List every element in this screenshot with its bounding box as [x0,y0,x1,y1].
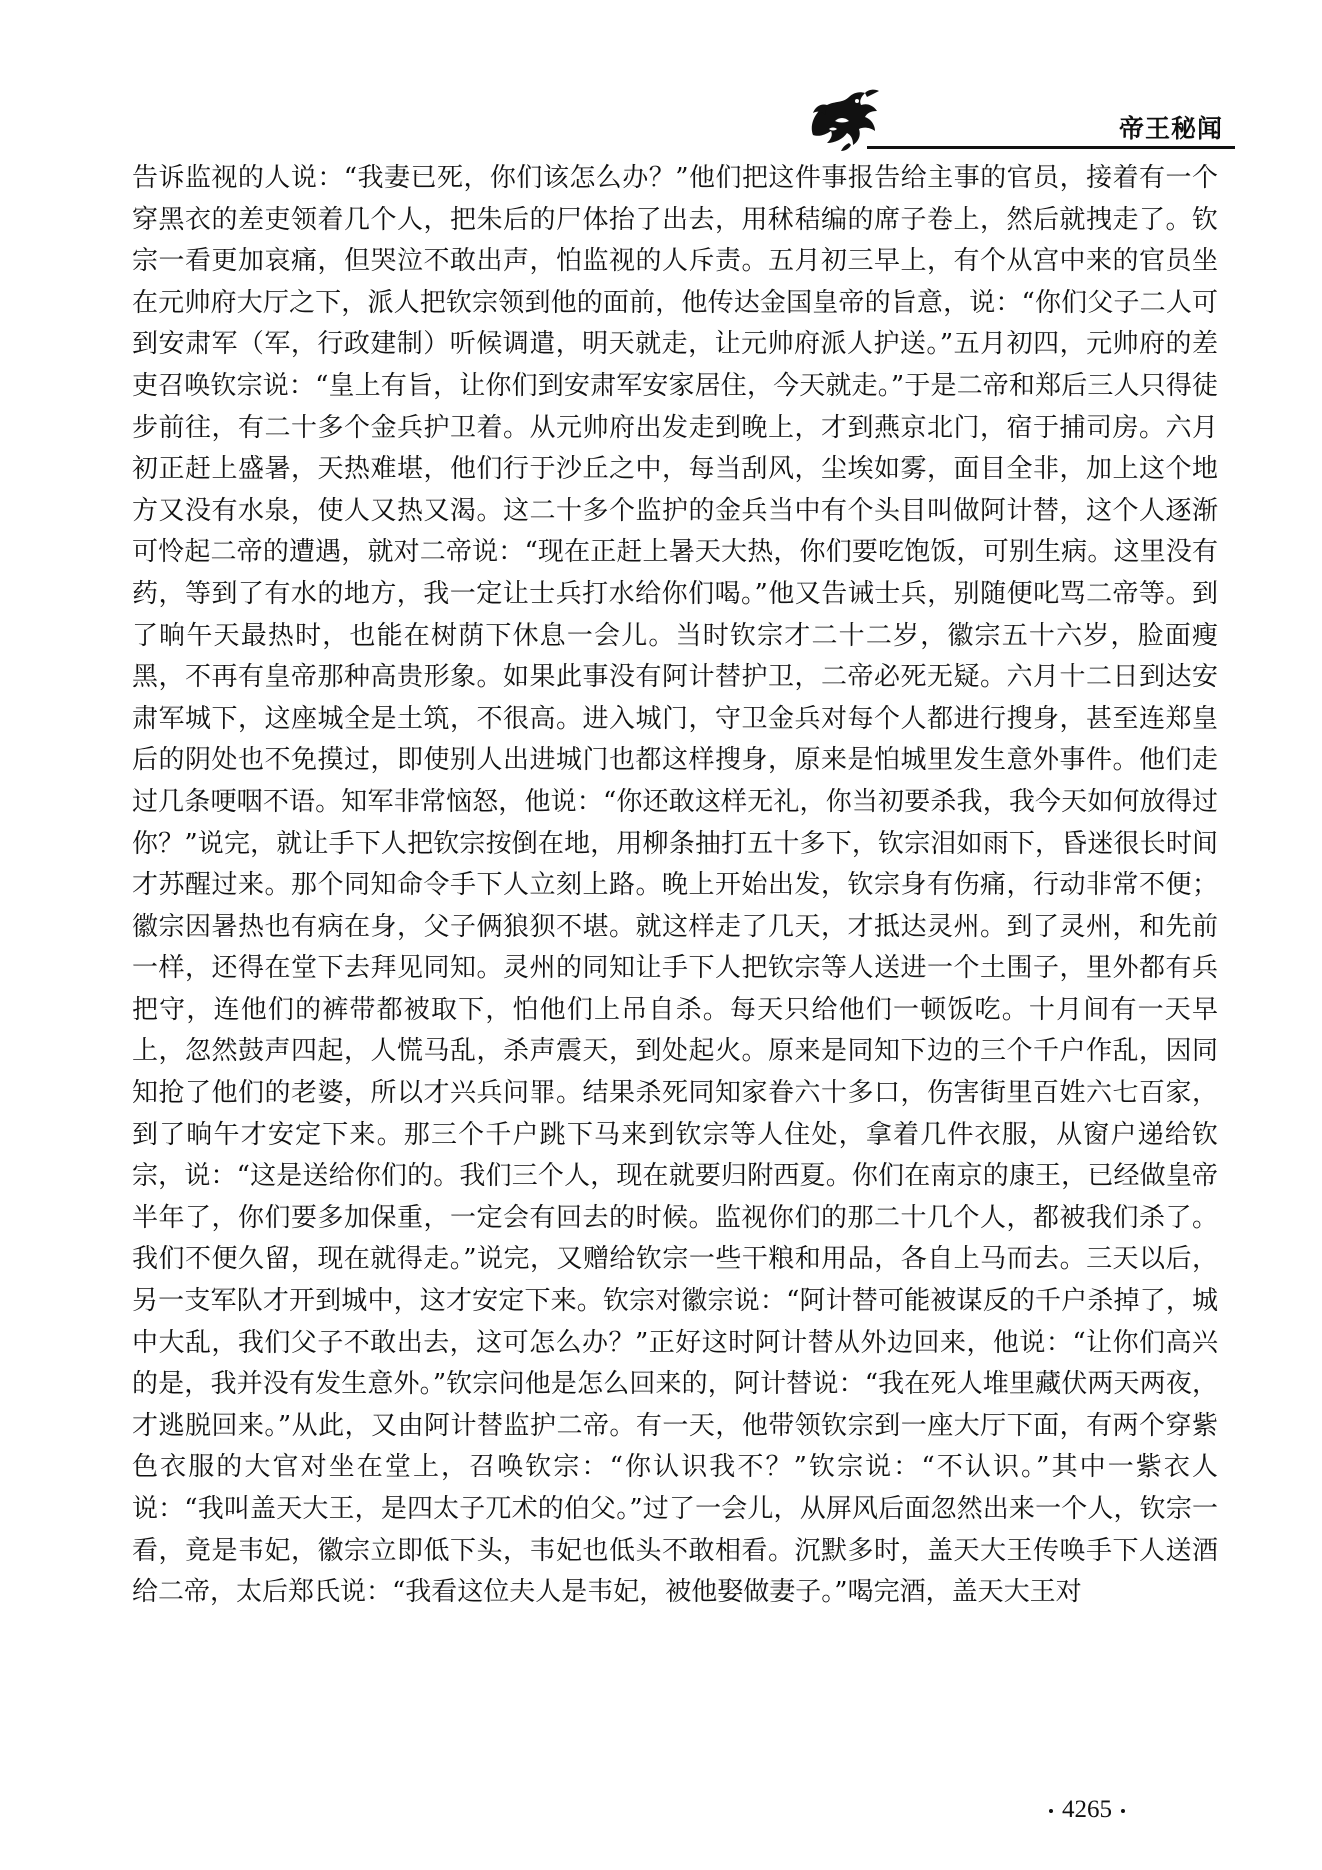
footer-dot-right [1121,1809,1125,1813]
header-rule [867,146,1235,149]
running-header [805,85,1235,155]
page-number: 4265 [1062,1796,1112,1823]
footer-dot-left [1049,1809,1053,1813]
body-paragraph: 告诉监视的人说：“我妻已死，你们该怎么办？”他们把这件事报告给主事的官员，接着有一个穿黑衣的差吏领着几个人，把朱后的尸体抬了出去，用秫秸编的席子卷上，然后就拽走了。钦宗一看更加哀痛，但哭泣不敢出声，怕监视的人斥责。五月初三早上，有个从宫中来的官员坐在元帅府大厅之下，派人把钦宗领到他的面前，他传达金国皇帝的旨意，说：“你们父子二人可到安肃军（军，行政建制）听候调遣，明天就走，让元帅府派人护送。”五月初四，元帅府的差吏召唤钦宗说：“皇上有旨，让你们到安肃军安家居住，今天就走。”于是二帝和郑后三人只得徒步前往，有二十多个金兵护卫着。从元帅府出发走到晚上，才到燕京北门，宿于捕司房。六月初正赶上盛暑，天热难堪，他们行于沙丘之中，每当刮风，尘埃如雾，面目全非，加上这个地方又没有水泉，使人又热又渴。这二十多个监护的金兵当中有个头目叫做阿计替，这个人逐渐可怜起二帝的遭遇，就对二帝说：“现在正赶上暑天大热，你们要吃饱饭，可别生病。这里没有药，等到了有水的地方，我一定让士兵打水给你们喝。”他又告诫士兵，别随便叱骂二帝等。到了晌午天最热时，也能在树荫下休息一会儿。当时钦宗才二十二岁，徽宗五十六岁，脸面瘦黑，不再有皇帝那种高贵形象。如果此事没有阿计替护卫，二帝必死无疑。六月十二日到达安肃军城下，这座城全是土筑，不很高。进入城门，守卫金兵对每个人都进行搜身，甚至连郑皇后的阴处也不免摸过，即使别人出进城门也都这样搜身，原来是怕城里发生意外事件。他们走过几条哽咽不语。知军非常恼怒，他说：“你还敢这样无礼，你当初要杀我，我今天如何放得过你？”说完，就让手下人把钦宗按倒在地，用柳条抽打五十多下，钦宗泪如雨下，昏迷很长时间才苏醒过来。那个同知命令手下人立刻上路。晚上开始出发，钦宗身有伤痛，行动非常不便；徽宗因暑热也有病在身，父子俩狼狈不堪。就这样走了几天，才抵达灵州。到了灵州，和先前一样，还得在堂下去拜见同知。灵州的同知让手下人把钦宗等人送进一个土围子，里外都有兵把守，连他们的裤带都被取下，怕他们上吊自杀。每天只给他们一顿饭吃。十月间有一天早上，忽然鼓声四起，人慌马乱，杀声震天，到处起火。原来是同知下边的三个千户作乱，因同知抢了他们的老婆，所以才兴兵问罪。结果杀死同知家眷六十多口，伤害街里百姓六七百家，到了晌午才安定下来。那三个千户跳下马来到钦宗等人住处，拿着几件衣服，从窗户递给钦宗，说：“这是送给你们的。我们三个人，现在就要归附西夏。你们在南京的康王，已经做皇帝半年了，你们要多加保重，一定会有回去的时候。监视你们的那二十几个人，都被我们杀了。我们不便久留，现在就得走。”说完，又赠给钦宗一些干粮和用品，各自上马而去。三天以后，另一支军队才开到城中，这才安定下来。钦宗对徽宗说：“阿计替可能被谋反的千户杀掉了，城中大乱，我们父子不敢出去，这可怎么办？”正好这时阿计替从外边回来，他说：“让你们高兴的是，我并没有发生意外。”钦宗问他是怎么回来的，阿计替说：“我在死人堆里藏伏两天两夜，才逃脱回来。”从此，又由阿计替监护二帝。有一天，他带领钦宗到一座大厅下面，有两个穿紫色衣服的大官对坐在堂上，召唤钦宗：“你认识我不？”钦宗说：“不认识。”其中一紫衣人说：“我叫盖天大王，是四太子兀术的伯父。”过了一会儿，从屏风后面忽然出来一个人，钦宗一看，竟是韦妃，徽宗立即低下头，韦妃也低头不敢相看。沉默多时，盖天大王传唤手下人送酒给二帝，太后郑氏说：“我看这位夫人是韦妃，被他娶做妻子。”喝完酒，盖天大王对 [132,163,1218,1608]
running-header-title: 帝王秘闻 [1118,114,1223,143]
page-footer [1040,1796,1134,1824]
dragon-emblem-icon [805,85,883,155]
